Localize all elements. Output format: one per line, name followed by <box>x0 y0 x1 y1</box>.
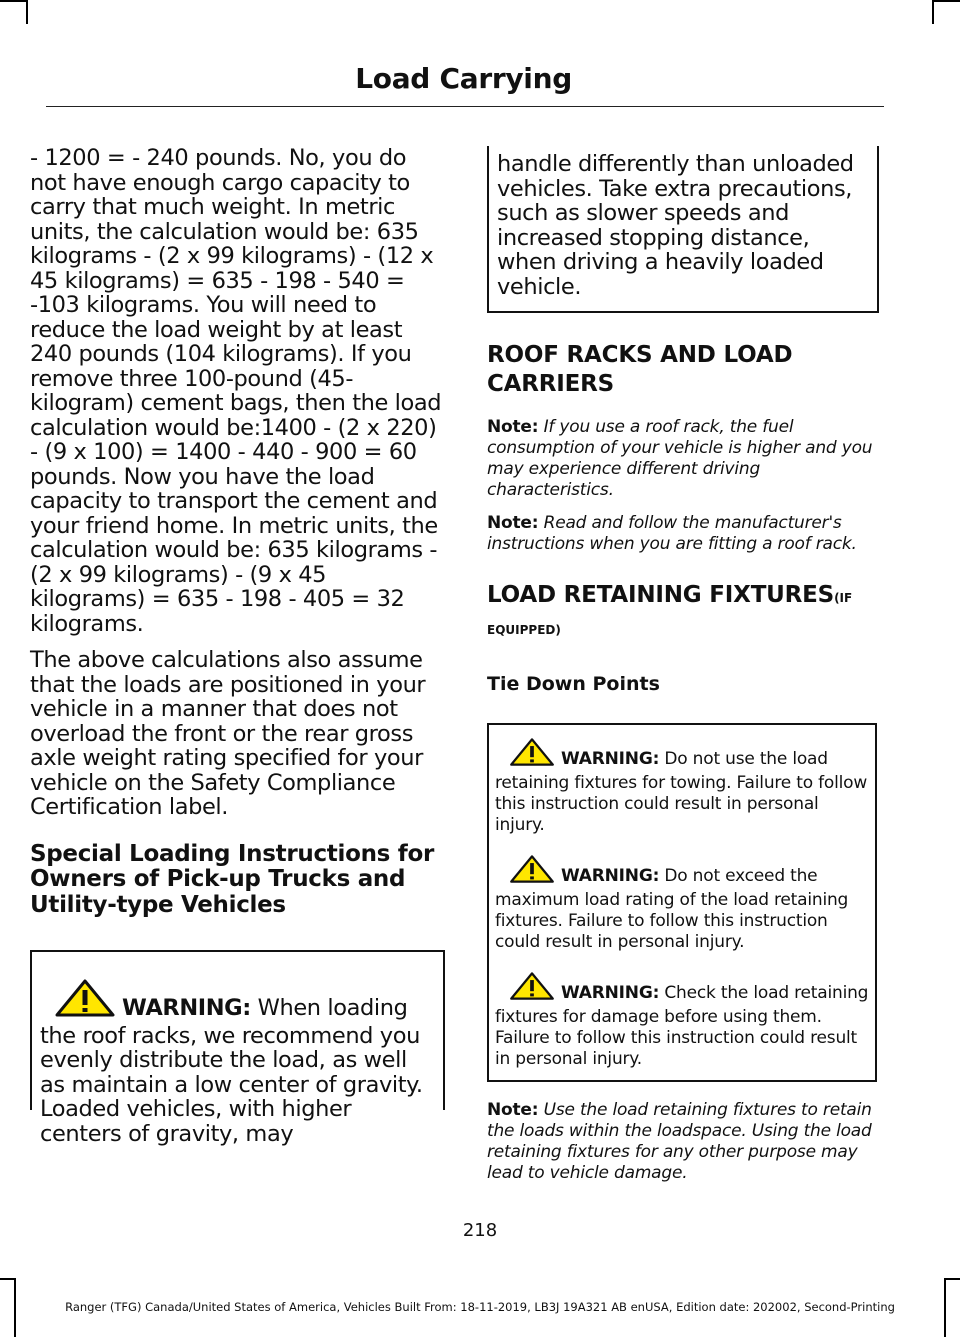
warning-paragraph <box>495 854 869 953</box>
warning-box <box>30 950 445 1147</box>
note-text: If you use a roof rack, the fuel consumption of your vehicle is higher and you may experience different driving characteristics. <box>487 417 873 500</box>
right-column <box>487 146 879 1196</box>
warning-paragraph <box>40 978 435 1146</box>
warning-triangle-icon <box>509 854 555 890</box>
page-number: 218 <box>462 1220 498 1241</box>
footer-edition-info: Ranger (TFG) Canada/United States of America, Vehicles Built From: 18-11-2019, LB3J 19A321 AB enUSA, Edition date: 202002, Second-Printing <box>65 1300 895 1314</box>
warning-label: WARNING: <box>561 983 660 1003</box>
warning-text: When loading the roof racks, we recommend you evenly distribute the load, as well as maintain a low center of gravity. Loaded vehicles, with higher centers of gravity, may <box>40 995 423 1147</box>
note-label: Note: <box>487 1100 539 1120</box>
warning-label: WARNING: <box>122 995 251 1021</box>
warning-triangle-icon <box>509 971 555 1007</box>
note <box>487 417 879 501</box>
body-paragraph: - 1200 = - 240 pounds. No, you do not have enough cargo capacity to carry that much weight. In metric units, the calculation would be: 635 kilograms - (2 x 99 kilograms) - (12 x 45 kilograms) = 635 - 198 - 540 = -103 kilograms. You will need to reduce the load weight by at least 240 pounds (104 kilograms). If you remove three 100-pound (45-kilogram) cement bags, then the load calculation would be:1400 - (2 x 220) - (9 x 100) = 1400 - 440 - 900 = 60 pounds. Now you have the load capacity to transport the cement and your friend home. In metric units, the calculation would be: 635 kilograms - (2 x 99 kilograms) - (9 x 45 kilograms) = 635 - 198 - 405 = 32 kilograms. <box>30 145 442 637</box>
crop-mark <box>944 1278 960 1280</box>
warning-triangle-icon <box>54 978 116 1024</box>
note <box>487 513 879 555</box>
page-title: Load Carrying <box>355 62 572 95</box>
section-subheading: Special Loading Instructions for Owners of Pick-up Trucks and Utility-type Vehicles <box>30 840 434 918</box>
warning-text: Do not exceed the maximum load rating of the load retaining fixtures. Failure to follow this instruction could result in personal injury. <box>495 866 849 952</box>
note-text: Read and follow the manufacturer's instructions when you are fitting a roof rack. <box>487 513 857 554</box>
note-text: Use the load retaining fixtures to retain the loads within the loadspace. Using the load retaining fixtures for any other purpose may lead to vehicle damage. <box>487 1100 872 1183</box>
section-heading <box>487 581 879 645</box>
warning-paragraph <box>495 971 869 1070</box>
warning-text: Do not use the load retaining fixtures for towing. Failure to follow this instruction could result in personal injury. <box>495 749 868 835</box>
crop-mark <box>26 0 28 24</box>
warning-label: WARNING: <box>561 866 660 886</box>
section-heading: ROOF RACKS AND LOAD CARRIERS <box>487 342 793 397</box>
crop-mark <box>934 0 960 2</box>
note-label: Note: <box>487 417 539 437</box>
section-heading-suffix: (IF EQUIPPED) <box>487 591 853 637</box>
warning-label: WARNING: <box>561 749 660 769</box>
crop-mark <box>0 0 26 2</box>
note-label: Note: <box>487 513 539 533</box>
warning-triangle-icon <box>509 737 555 773</box>
warning-paragraph: handle differently than unloaded vehicles. Take extra precautions, such as slower speeds and increased stopping distance, when driving a heavily loaded vehicle. <box>497 151 854 300</box>
warning-paragraph <box>495 737 869 836</box>
section-heading-text: LOAD RETAINING FIXTURES <box>487 582 835 608</box>
warning-text: Check the load retaining fixtures for damage before using them. Failure to follow this instruction could result in personal injury. <box>495 983 869 1069</box>
left-column <box>30 145 445 1147</box>
subsection-heading: Tie Down Points <box>487 673 660 695</box>
crop-mark <box>932 0 934 24</box>
warning-box-continued <box>487 146 879 313</box>
header-divider <box>46 106 884 107</box>
note <box>487 1100 879 1184</box>
body-paragraph: The above calculations also assume that the loads are positioned in your vehicle in a manner that does not overload the front or the rear gross axle weight rating specified for your vehicle on the Safety Compliance Certification label. <box>30 647 426 820</box>
warning-box <box>487 723 877 1082</box>
